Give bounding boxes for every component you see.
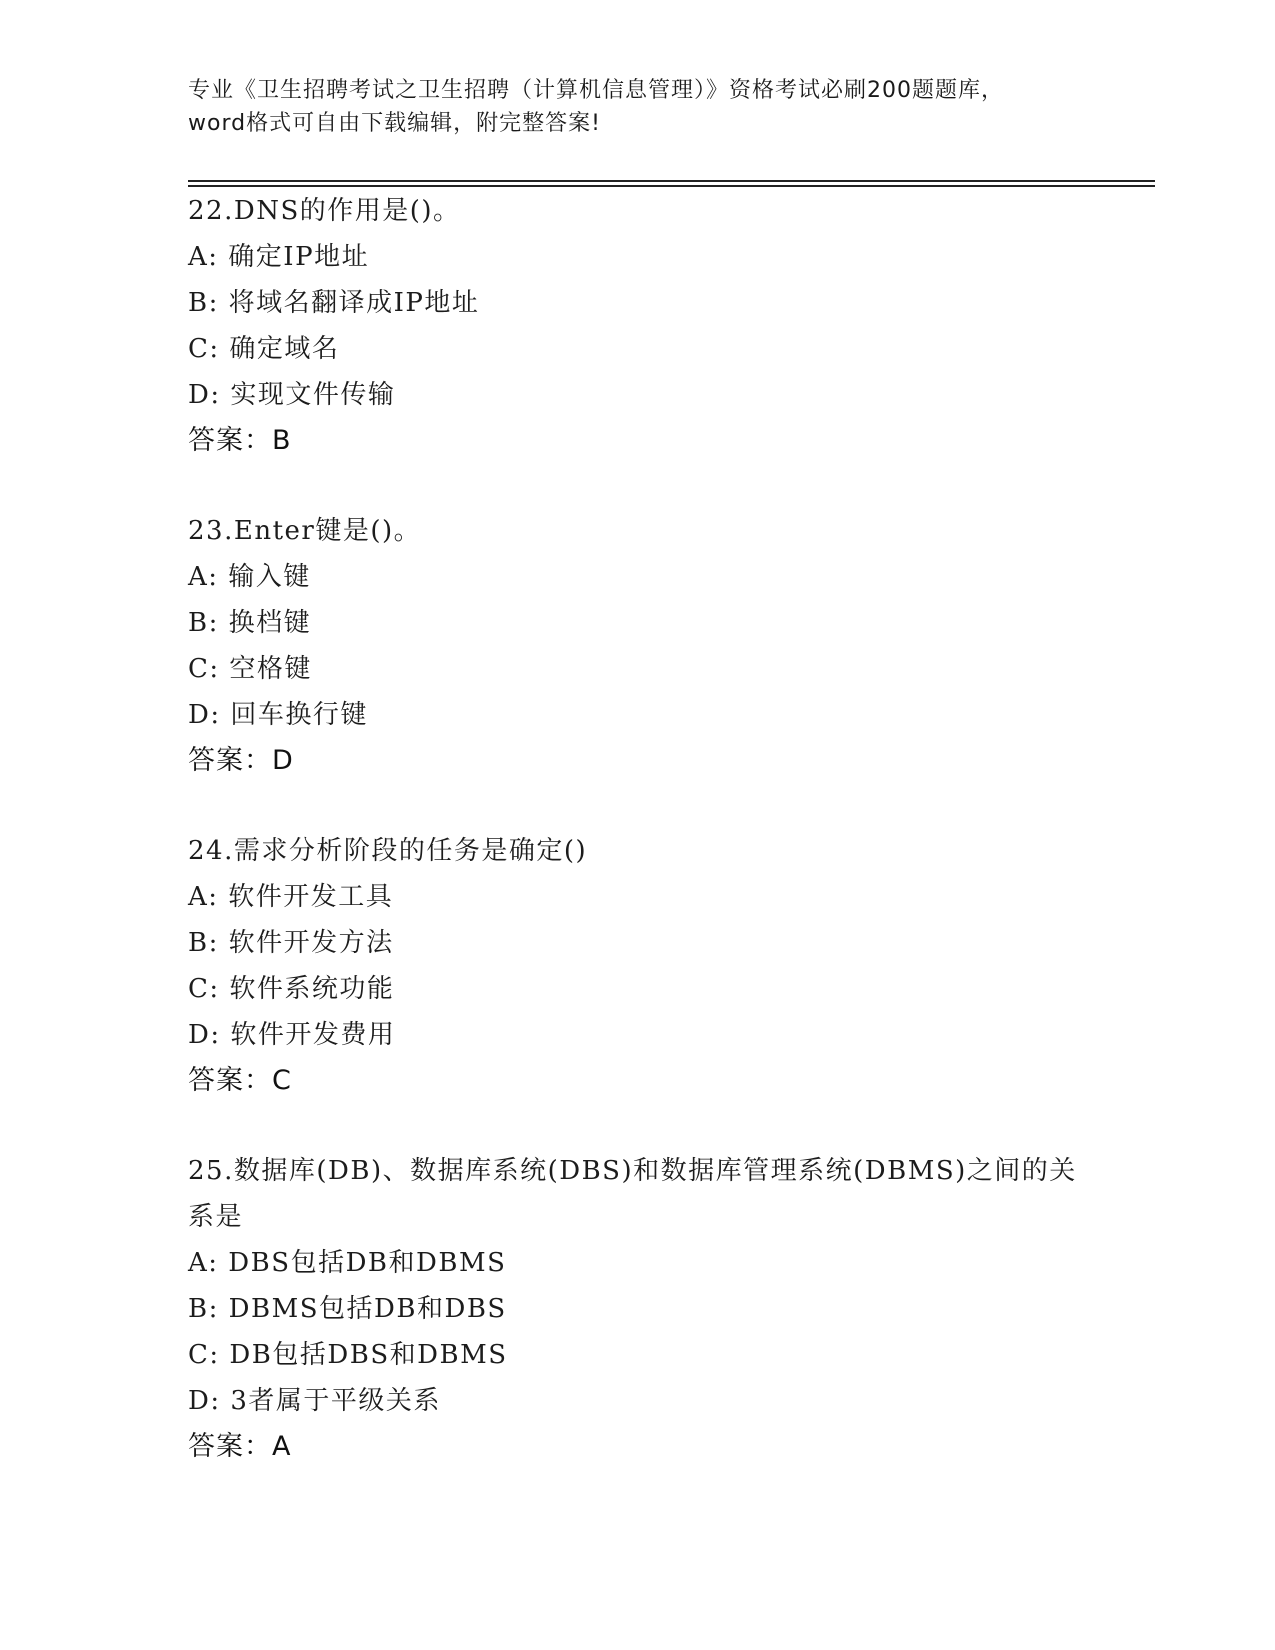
- question-24: [188, 828, 1088, 1104]
- option-c: C: 软件系统功能: [188, 974, 395, 1004]
- header-line-2: word格式可自由下载编辑，附完整答案!: [188, 111, 601, 136]
- question-stem: 22.DNS的作用是()。: [188, 196, 461, 226]
- option-c: C: 空格键: [188, 654, 312, 684]
- header-divider-bottom: [188, 185, 1155, 187]
- answer-label: 答案：C: [188, 1065, 292, 1096]
- option-b: B: DBMS包括DB和DBS: [188, 1294, 507, 1324]
- question-23: [188, 508, 1088, 784]
- option-b: B: 将域名翻译成IP地址: [188, 288, 480, 318]
- document-header: [188, 74, 1088, 140]
- option-c: C: 确定域名: [188, 334, 340, 364]
- option-c: C: DB包括DBS和DBMS: [188, 1340, 508, 1370]
- option-b: B: 软件开发方法: [188, 928, 394, 958]
- question-stem: 23.Enter键是()。: [188, 516, 422, 546]
- option-a: A: DBS包括DB和DBMS: [188, 1248, 507, 1278]
- option-d: D: 回车换行键: [188, 700, 368, 730]
- option-d: D: 软件开发费用: [188, 1020, 396, 1050]
- question-stem: 25.数据库(DB)、数据库系统(DBS)和数据库管理系统(DBMS)之间的关系是: [188, 1156, 1077, 1232]
- header-line-1: 专业《卫生招聘考试之卫生招聘（计算机信息管理）》资格考试必刷200题题库，: [188, 78, 1004, 103]
- option-d: D: 实现文件传输: [188, 380, 396, 410]
- option-a: A: 软件开发工具: [188, 882, 394, 912]
- option-d: D: 3者属于平级关系: [188, 1386, 441, 1416]
- option-a: A: 确定IP地址: [188, 242, 370, 272]
- answer-label: 答案：D: [188, 745, 294, 776]
- option-a: A: 输入键: [188, 562, 311, 592]
- question-22: [188, 188, 1088, 464]
- question-25: [188, 1148, 1088, 1470]
- header-divider-top: [188, 180, 1155, 182]
- answer-label: 答案：B: [188, 425, 292, 456]
- option-b: B: 换档键: [188, 608, 312, 638]
- answer-label: 答案：A: [188, 1431, 292, 1462]
- question-stem: 24.需求分析阶段的任务是确定(): [188, 836, 588, 866]
